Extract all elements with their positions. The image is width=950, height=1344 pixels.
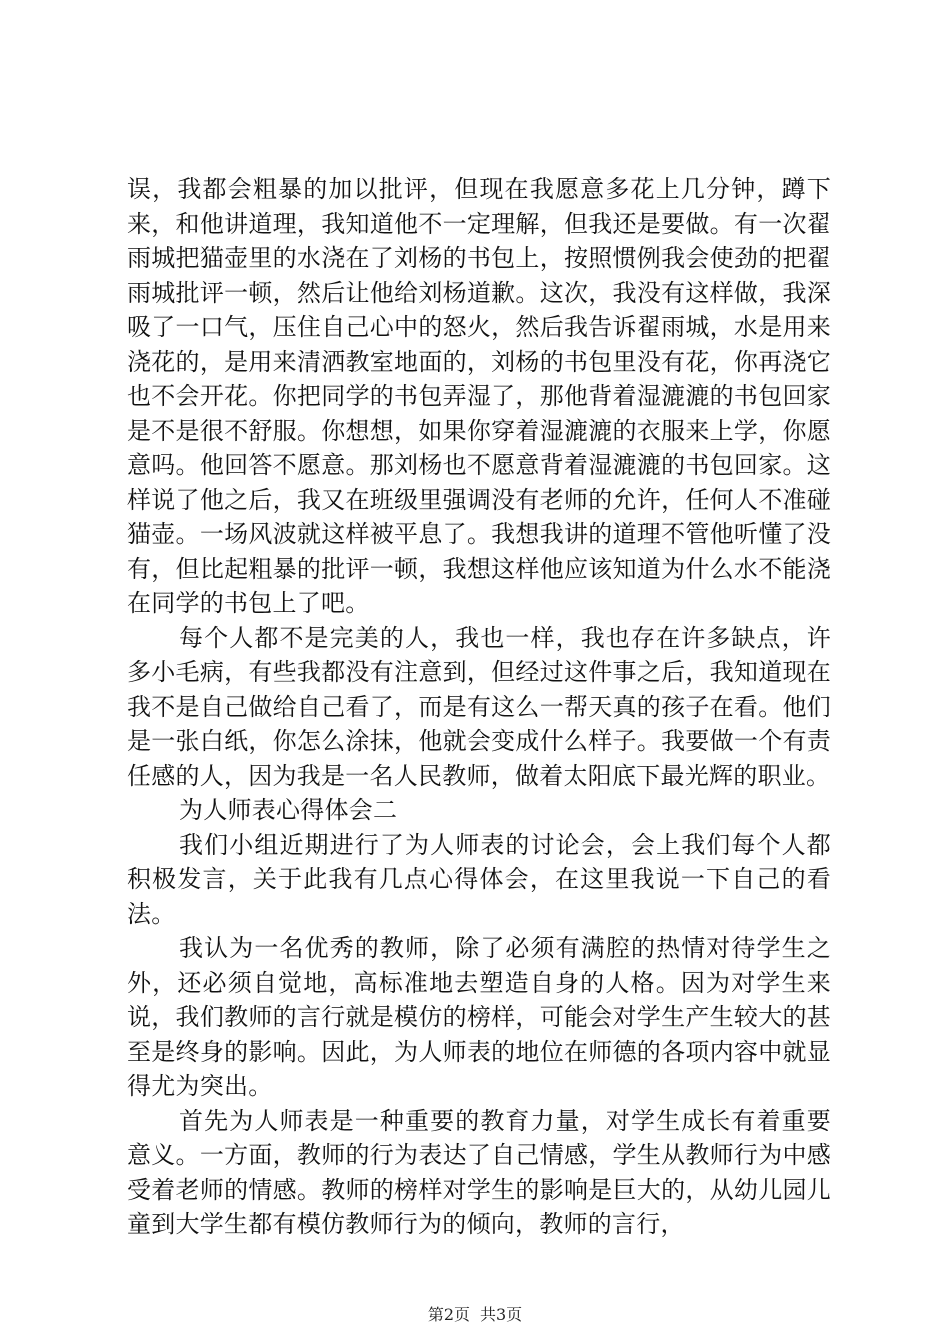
section-heading: 为人师表心得体会二 (179, 796, 398, 824)
paragraph-self-reflection: 每个人都不是完美的人，我也一样，我也存在许多缺点，许多小毛病，有些我都没有注意到，但经过这件事之后，我知道现在我不是自己做给自己看了，而是有这么一帮天真的孩子在看。他们是一张白纸，你怎么涂抹，他就会变成什么样子。我要做一个有责任感的人，因为我是一名人民教师，做着太阳底下最光辉的职业。 (127, 623, 831, 790)
document-body (127, 172, 831, 1242)
paragraph-group-discussion: 我们小组近期进行了为人师表的讨论会，会上我们每个人都积极发言，关于此我有几点心得体会，在这里我说一下自己的看法。 (127, 830, 831, 928)
paragraph-continued: 误，我都会粗暴的加以批评，但现在我愿意多花上几分钟，蹲下来，和他讲道理，我知道他不一定理解，但我还是要做。有一次翟雨城把猫壶里的水浇在了刘杨的书包上，按照惯例我会使劲的把翟雨城批评一顿，然后让他给刘杨道歉。这次，我没有这样做，我深吸了一口气，压住自己心中的怒火，然后我告诉翟雨城，水是用来浇花的，是用来清洒教室地面的，刘杨的书包里没有花，你再浇它也不会开花。你把同学的书包弄湿了，那他背着湿漉漉的书包回家是不是很不舒服。你想想，如果你穿着湿漉漉的衣服来上学，你愿意吗。他回答不愿意。那刘杨也不愿意背着湿漉漉的书包回家。这样说了他之后，我又在班级里强调没有老师的允许，任何人不准碰猫壶。一场风波就这样被平息了。我想我讲的道理不管他听懂了没有，但比起粗暴的批评一顿，我想这样他应该知道为什么水不能浇在同学的书包上了吧。 (127, 175, 831, 617)
page-number: 第2页 (427, 1305, 470, 1324)
paragraph-teacher-personality: 我认为一名优秀的教师，除了必须有满腔的热情对待学生之外，还必须自觉地，高标准地去塑造自身的人格。因为对学生来说，我们教师的言行就是模仿的榜样，可能会对学生产生较大的甚至是终身的影响。因此，为人师表的地位在师德的各项内容中就显得尤为突出。 (127, 934, 831, 1100)
page-footer (0, 1305, 950, 1325)
page-total: 共3页 (480, 1305, 523, 1324)
paragraph-educational-force: 首先为人师表是一种重要的教育力量，对学生成长有着重要意义。一方面，教师的行为表达了自己情感，学生从教师行为中感受着老师的情感。教师的榜样对学生的影响是巨大的，从幼儿园儿童到大学生都有模仿教师行为的倾向，教师的言行， (127, 1106, 831, 1238)
